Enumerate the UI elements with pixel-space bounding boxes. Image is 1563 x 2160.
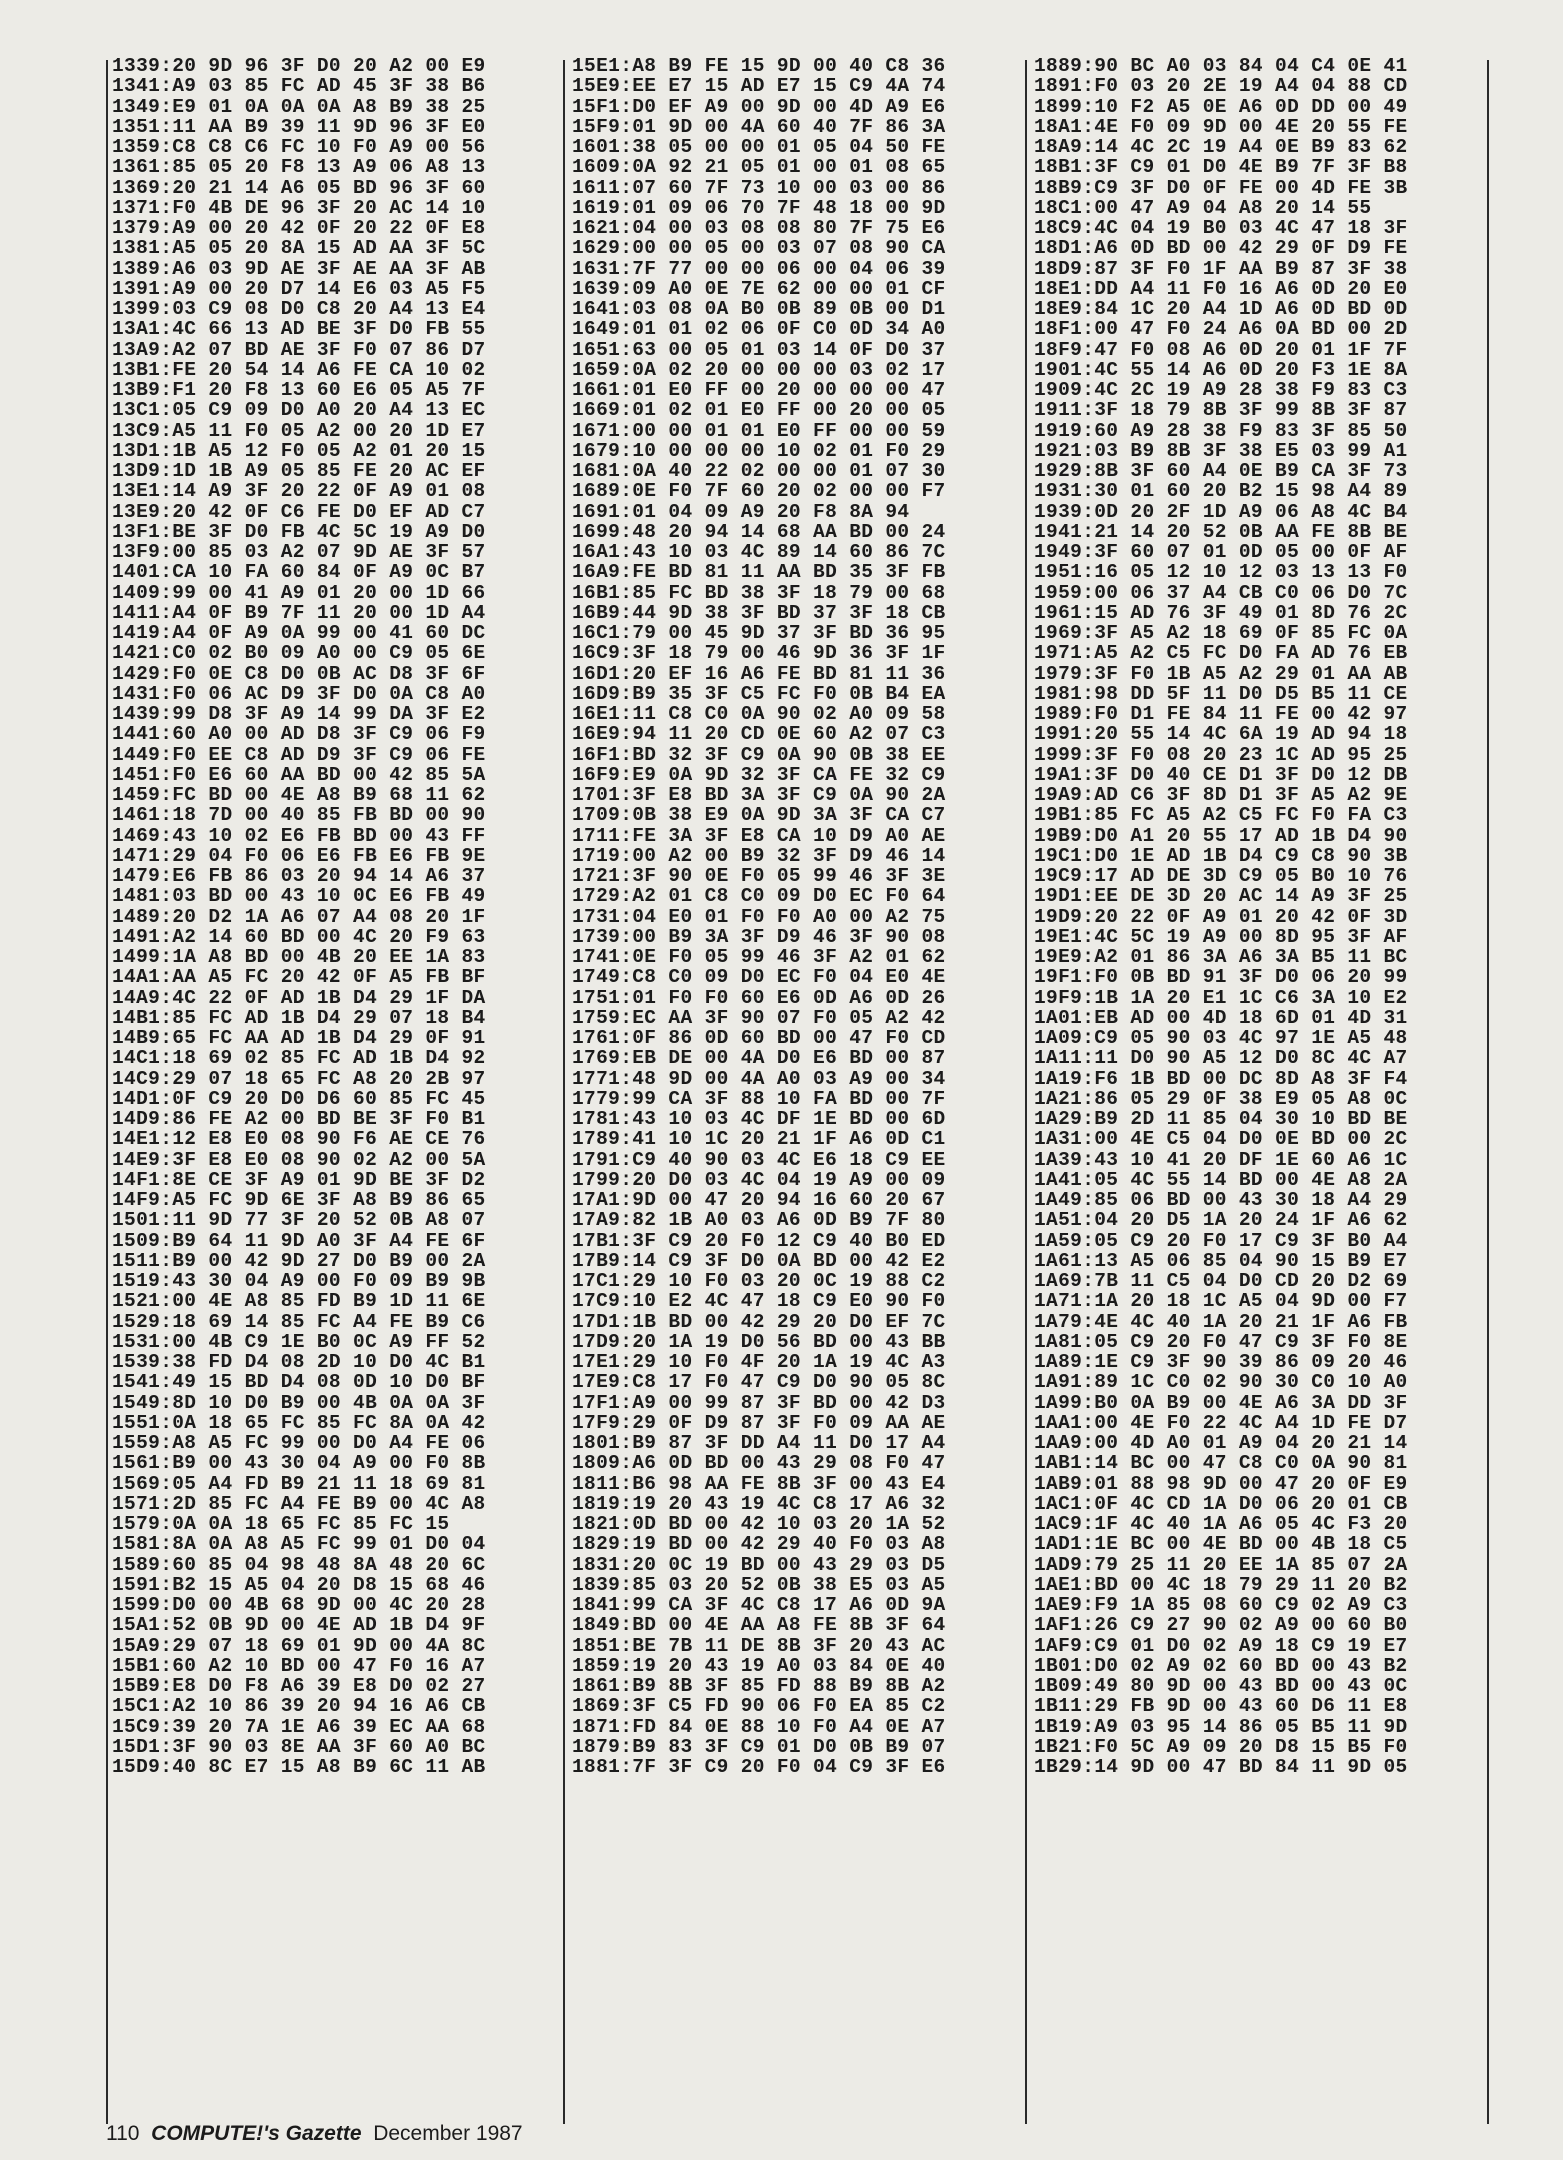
listing-line: 1A81:05 C9 20 F0 47 C9 3F F0 8E	[1034, 1330, 1408, 1353]
listing-line: 1B11:29 FB 9D 00 43 60 D6 11 E8	[1034, 1695, 1408, 1718]
listing-line: 1471:29 04 F0 06 E6 FB E6 FB 9E	[112, 844, 486, 867]
listing-line: 13E1:14 A9 3F 20 22 0F A9 01 08	[112, 480, 486, 503]
listing-line: 15D1:3F 90 03 8E AA 3F 60 A0 BC	[112, 1735, 486, 1758]
listing-line: 1689:0E F0 7F 60 20 02 00 00 F7	[572, 480, 946, 503]
listing-line: 1991:20 55 14 4C 6A 19 AD 94 18	[1034, 723, 1408, 746]
listing-line: 1761:0F 86 0D 60 BD 00 47 F0 CD	[572, 1027, 946, 1049]
listing-line: 18D9:87 3F F0 1F AA B9 87 3F 38	[1034, 257, 1408, 280]
listing-line: 1751:01 F0 F0 60 E6 0D A6 0D 26	[572, 986, 946, 1009]
listing-line: 1599:D0 00 4B 68 9D 00 4C 20 28	[112, 1594, 486, 1616]
listing-line: 1A71:1A 20 18 1C A5 04 9D 00 F7	[1034, 1290, 1408, 1313]
listing-line: 1909:4C 2C 19 A9 28 38 F9 83 C3	[1034, 379, 1408, 401]
listing-line: 14D9:86 FE A2 00 BD BE 3F F0 B1	[112, 1108, 486, 1130]
listing-line: 15A9:29 07 18 69 01 9D 00 4A 8C	[112, 1634, 486, 1657]
listing-line: 1951:16 05 12 10 12 03 13 13 F0	[1034, 561, 1408, 584]
listing-line: 1869:3F C5 FD 90 06 F0 EA 85 C2	[572, 1695, 946, 1718]
listing-line: 1459:FC BD 00 4E A8 B9 68 11 62	[112, 784, 486, 806]
listing-line: 17C9:10 E2 4C 47 18 C9 E0 90 F0	[572, 1290, 946, 1313]
listing-line: 1739:00 B9 3A 3F D9 46 3F 90 08	[572, 925, 946, 948]
listing-line: 1A89:1E C9 3F 90 39 86 09 20 46	[1034, 1351, 1408, 1373]
listing-line: 1829:19 BD 00 42 29 40 F0 03 A8	[572, 1533, 946, 1556]
listing-line: 1881:7F 3F C9 20 F0 04 C9 3F E6	[572, 1756, 946, 1778]
listing-line: 15C1:A2 10 86 39 20 94 16 A6 CB	[112, 1695, 486, 1718]
listing-line: 1831:20 0C 19 BD 00 43 29 03 D5	[572, 1553, 946, 1576]
listing-line: 1AA1:00 4E F0 22 4C A4 1D FE D7	[1034, 1411, 1408, 1434]
listing-line: 1AE1:BD 00 4C 18 79 29 11 20 B2	[1034, 1573, 1408, 1596]
page-number: 110	[106, 2122, 140, 2145]
listing-line: 14A1:AA A5 FC 20 42 0F A5 FB BF	[112, 966, 486, 989]
listing-line: 17C1:29 10 F0 03 20 0C 19 88 C2	[572, 1270, 946, 1292]
listing-line: 1A49:85 06 BD 00 43 30 18 A4 29	[1034, 1189, 1408, 1211]
listing-line: 1469:43 10 02 E6 FB BD 00 43 FF	[112, 824, 486, 847]
listing-line: 17E1:29 10 F0 4F 20 1A 19 4C A3	[572, 1351, 946, 1373]
listing-line: 1421:C0 02 B0 09 A0 00 C9 05 6E	[112, 642, 486, 665]
listing-line: 1AB9:01 88 98 9D 00 47 20 0F E9	[1034, 1472, 1408, 1495]
listing-line: 1711:FE 3A 3F E8 CA 10 D9 A0 AE	[572, 824, 946, 847]
listing-line: 16F9:E9 0A 9D 32 3F CA FE 32 C9	[572, 763, 946, 786]
listing-line: 1899:10 F2 A5 0E A6 0D DD 00 49	[1034, 95, 1408, 118]
listing-line: 1369:20 21 14 A6 05 BD 96 3F 60	[112, 176, 486, 199]
listing-line: 1479:E6 FB 86 03 20 94 14 A6 37	[112, 865, 486, 887]
listing-line: 16E1:11 C8 C0 0A 90 02 A0 09 58	[572, 703, 946, 725]
listing-line: 1619:01 09 06 70 7F 48 18 00 9D	[572, 196, 946, 219]
listing-line: 1571:2D 85 FC A4 FE B9 00 4C A8	[112, 1492, 486, 1515]
listing-line: 1A61:13 A5 06 85 04 90 15 B9 E7	[1034, 1249, 1408, 1272]
listing-line: 1641:03 08 0A B0 0B 89 0B 00 D1	[572, 298, 946, 320]
listing-line: 1861:B9 8B 3F 85 FD 88 B9 8B A2	[572, 1675, 946, 1697]
listing-line: 1361:85 05 20 F8 13 A9 06 A8 13	[112, 156, 486, 179]
listing-line: 1A29:B9 2D 11 85 04 30 10 BD BE	[1034, 1108, 1408, 1130]
listing-line: 1AF9:C9 01 D0 02 A9 18 C9 19 E7	[1034, 1634, 1408, 1657]
listing-line: 14C9:29 07 18 65 FC A8 20 2B 97	[112, 1067, 486, 1090]
listing-line: 13E9:20 42 0F C6 FE D0 EF AD C7	[112, 500, 486, 523]
listing-line: 1681:0A 40 22 02 00 00 01 07 30	[572, 460, 946, 482]
listing-line: 18D1:A6 0D BD 00 42 29 0F D9 FE	[1034, 237, 1408, 260]
listing-line: 18B1:3F C9 01 D0 4E B9 7F 3F B8	[1034, 156, 1408, 179]
listing-line: 1929:8B 3F 60 A4 0E B9 CA 3F 73	[1034, 460, 1408, 482]
listing-line: 1671:00 00 01 01 E0 FF 00 00 59	[572, 419, 946, 442]
listing-line: 1A69:7B 11 C5 04 D0 CD 20 D2 69	[1034, 1270, 1408, 1292]
listing-line: 19E9:A2 01 86 3A A6 3A B5 11 BC	[1034, 946, 1408, 968]
listing-line: 1969:3F A5 A2 18 69 0F 85 FC 0A	[1034, 622, 1408, 644]
listing-line: 16A1:43 10 03 4C 89 14 60 86 7C	[572, 541, 946, 563]
listing-line: 15C9:39 20 7A 1E A6 39 EC AA 68	[112, 1715, 486, 1738]
listing-line: 1569:05 A4 FD B9 21 11 18 69 81	[112, 1472, 486, 1495]
listing-line: 1799:20 D0 03 4C 04 19 A9 00 09	[572, 1168, 946, 1191]
listing-line: 1399:03 C9 08 D0 C8 20 A4 13 E4	[112, 298, 486, 320]
listing-line: 1579:0A 0A 18 65 FC 85 FC 15	[112, 1513, 450, 1535]
listing-line: 1709:0B 38 E9 0A 9D 3A 3F CA C7	[572, 804, 946, 827]
listing-line: 13A9:A2 07 BD AE 3F F0 07 86 D7	[112, 338, 486, 361]
listing-line: 1A99:B0 0A B9 00 4E A6 3A DD 3F	[1034, 1391, 1408, 1414]
column-rule-left	[106, 60, 108, 2124]
listing-line: 1879:B9 83 3F C9 01 D0 0B B9 07	[572, 1735, 946, 1758]
listing-line: 16E9:94 11 20 CD 0E 60 A2 07 C3	[572, 723, 946, 746]
listing-line: 19C9:17 AD DE 3D C9 05 B0 10 76	[1034, 865, 1408, 887]
listing-line: 1769:EB DE 00 4A D0 E6 BD 00 87	[572, 1047, 946, 1070]
listing-line: 1621:04 00 03 08 08 80 7F 75 E6	[572, 217, 946, 239]
listing-line: 1371:F0 4B DE 96 3F 20 AC 14 10	[112, 196, 486, 219]
listing-line: 1901:4C 55 14 A6 0D 20 F3 1E 8A	[1034, 358, 1408, 381]
listing-line: 1851:BE 7B 11 DE 8B 3F 20 43 AC	[572, 1634, 946, 1657]
column-rule-middle-left	[563, 60, 565, 2124]
listing-line: 1551:0A 18 65 FC 85 FC 8A 0A 42	[112, 1411, 486, 1434]
listing-line: 1511:B9 00 42 9D 27 D0 B9 00 2A	[112, 1249, 486, 1272]
issue-date: December 1987	[373, 2122, 523, 2145]
listing-line: 1891:F0 03 20 2E 19 A4 04 88 CD	[1034, 75, 1408, 98]
listing-line: 15B9:E8 D0 F8 A6 39 E8 D0 02 27	[112, 1675, 486, 1697]
listing-line: 1439:99 D8 3F A9 14 99 DA 3F E2	[112, 703, 486, 725]
listing-line: 19F9:1B 1A 20 E1 1C C6 3A 10 E2	[1034, 986, 1408, 1009]
listing-line: 1791:C9 40 90 03 4C E6 18 C9 EE	[572, 1148, 946, 1171]
listing-line: 1659:0A 02 20 00 00 00 03 02 17	[572, 358, 946, 381]
listing-line: 1639:09 A0 0E 7E 62 00 00 01 CF	[572, 277, 946, 300]
listing-line: 18C9:4C 04 19 B0 03 4C 47 18 3F	[1034, 217, 1408, 239]
listing-line: 19A1:3F D0 40 CE D1 3F D0 12 DB	[1034, 763, 1408, 786]
listing-line: 1521:00 4E A8 85 FD B9 1D 11 6E	[112, 1290, 486, 1313]
listing-line: 13D9:1D 1B A9 05 85 FE 20 AC EF	[112, 460, 486, 482]
listing-line: 14F1:8E CE 3F A9 01 9D BE 3F D2	[112, 1168, 486, 1191]
listing-line: 1819:19 20 43 19 4C C8 17 A6 32	[572, 1492, 946, 1515]
listing-line: 1351:11 AA B9 39 11 9D 96 3F E0	[112, 115, 486, 138]
listing-line: 1609:0A 92 21 05 01 00 01 08 65	[572, 156, 946, 179]
listing-line: 14B1:85 FC AD 1B D4 29 07 18 B4	[112, 1006, 486, 1029]
listing-line: 1779:99 CA 3F 88 10 FA BD 00 7F	[572, 1087, 946, 1110]
listing-line: 16A9:FE BD 81 11 AA BD 35 3F FB	[572, 561, 946, 584]
listing-line: 1411:A4 0F B9 7F 11 20 00 1D A4	[112, 601, 486, 624]
listing-line: 1729:A2 01 C8 C0 09 D0 EC F0 64	[572, 885, 946, 908]
listing-line: 1541:49 15 BD D4 08 0D 10 D0 BF	[112, 1371, 486, 1394]
listing-line: 1339:20 9D 96 3F D0 20 A2 00 E9	[112, 55, 486, 77]
listing-line: 15E1:A8 B9 FE 15 9D 00 40 C8 36	[572, 55, 946, 77]
listing-line: 1981:98 DD 5F 11 D0 D5 B5 11 CE	[1034, 682, 1408, 705]
listing-line: 1979:3F F0 1B A5 A2 29 01 AA AB	[1034, 662, 1408, 685]
listing-line: 1A41:05 4C 55 14 BD 00 4E A8 2A	[1034, 1168, 1408, 1191]
listing-line: 17A1:9D 00 47 20 94 16 60 20 67	[572, 1189, 946, 1211]
listing-line: 17D9:20 1A 19 D0 56 BD 00 43 BB	[572, 1330, 946, 1353]
listing-line: 1429:F0 0E C8 D0 0B AC D8 3F 6F	[112, 662, 486, 685]
listing-line: 1559:A8 A5 FC 99 00 D0 A4 FE 06	[112, 1432, 486, 1454]
listing-line: 1389:A6 03 9D AE 3F AE AA 3F AB	[112, 257, 486, 280]
listing-line: 19E1:4C 5C 19 A9 00 8D 95 3F AF	[1034, 925, 1408, 948]
listing-line: 1B29:14 9D 00 47 BD 84 11 9D 05	[1034, 1756, 1408, 1778]
listing-line: 14A9:4C 22 0F AD 1B D4 29 1F DA	[112, 986, 486, 1009]
listing-line: 1849:BD 00 4E AA A8 FE 8B 3F 64	[572, 1614, 946, 1637]
listing-line: 1349:E9 01 0A 0A 0A A8 B9 38 25	[112, 95, 486, 118]
listing-line: 1809:A6 0D BD 00 43 29 08 F0 47	[572, 1452, 946, 1475]
listing-line: 1549:8D 10 D0 B9 00 4B 0A 0A 3F	[112, 1391, 486, 1414]
listing-line: 1489:20 D2 1A A6 07 A4 08 20 1F	[112, 905, 486, 928]
listing-line: 1611:07 60 7F 73 10 00 03 00 86	[572, 176, 946, 199]
listing-line: 1A39:43 10 41 20 DF 1E 60 A6 1C	[1034, 1148, 1408, 1171]
listing-line: 13F9:00 85 03 A2 07 9D AE 3F 57	[112, 541, 486, 563]
listing-line: 1949:3F 60 07 01 0D 05 00 0F AF	[1034, 541, 1408, 563]
listing-line: 16D1:20 EF 16 A6 FE BD 81 11 36	[572, 662, 946, 685]
listing-line: 1691:01 04 09 A9 20 F8 8A 94	[572, 500, 910, 523]
listing-line: 16D9:B9 35 3F C5 FC F0 0B B4 EA	[572, 682, 946, 705]
listing-line: 16B1:85 FC BD 38 3F 18 79 00 68	[572, 581, 946, 604]
listing-line: 18F1:00 47 F0 24 A6 0A BD 00 2D	[1034, 318, 1408, 341]
listing-line: 1989:F0 D1 FE 84 11 FE 00 42 97	[1034, 703, 1408, 725]
listing-line: 1519:43 30 04 A9 00 F0 09 B9 9B	[112, 1270, 486, 1292]
listing-line: 15D9:40 8C E7 15 A8 B9 6C 11 AB	[112, 1756, 486, 1778]
listing-line: 18A9:14 4C 2C 19 A4 0E B9 83 62	[1034, 136, 1408, 158]
listing-line: 1AE9:F9 1A 85 08 60 C9 02 A9 C3	[1034, 1594, 1408, 1616]
listing-line: 13C1:05 C9 09 D0 A0 20 A4 13 EC	[112, 399, 486, 422]
listing-line: 1581:8A 0A A8 A5 FC 99 01 D0 04	[112, 1533, 486, 1556]
listing-line: 1379:A9 00 20 42 0F 20 22 0F E8	[112, 217, 486, 239]
listing-line: 1741:0E F0 05 99 46 3F A2 01 62	[572, 946, 946, 968]
listing-line: 1699:48 20 94 14 68 AA BD 00 24	[572, 520, 946, 543]
listing-line: 1921:03 B9 8B 3F 38 E5 03 99 A1	[1034, 439, 1408, 462]
magazine-title: COMPUTE!'s Gazette	[151, 2122, 362, 2145]
listing-line: 1701:3F E8 BD 3A 3F C9 0A 90 2A	[572, 784, 946, 806]
listing-line: 17E9:C8 17 F0 47 C9 D0 90 05 8C	[572, 1371, 946, 1394]
listing-line: 13F1:BE 3F D0 FB 4C 5C 19 A9 D0	[112, 520, 486, 543]
listing-line: 19D1:EE DE 3D 20 AC 14 A9 3F 25	[1034, 885, 1408, 908]
listing-line: 1669:01 02 01 E0 FF 00 20 00 05	[572, 399, 946, 422]
listing-line: 19C1:D0 1E AD 1B D4 C9 C8 90 3B	[1034, 844, 1408, 867]
listing-line: 17B9:14 C9 3F D0 0A BD 00 42 E2	[572, 1249, 946, 1272]
listing-line: 1931:30 01 60 20 B2 15 98 A4 89	[1034, 480, 1408, 503]
listing-line: 1601:38 05 00 00 01 05 04 50 FE	[572, 136, 946, 158]
listing-line: 1AF1:26 C9 27 90 02 A9 00 60 B0	[1034, 1614, 1408, 1637]
listing-line: 1649:01 01 02 06 0F C0 0D 34 A0	[572, 318, 946, 341]
listing-line: 1971:A5 A2 C5 FC D0 FA AD 76 EB	[1034, 642, 1408, 665]
listing-line: 1889:90 BC A0 03 84 04 C4 0E 41	[1034, 55, 1408, 77]
listing-line: 1811:B6 98 AA FE 8B 3F 00 43 E4	[572, 1472, 946, 1495]
listing-line: 1AC9:1F 4C 40 1A A6 05 4C F3 20	[1034, 1513, 1408, 1535]
listing-line: 1AD9:79 25 11 20 EE 1A 85 07 2A	[1034, 1553, 1408, 1576]
listing-line: 1591:B2 15 A5 04 20 D8 15 68 46	[112, 1573, 486, 1596]
listing-line: 1679:10 00 00 00 10 02 01 F0 29	[572, 439, 946, 462]
listing-line: 1789:41 10 1C 20 21 1F A6 0D C1	[572, 1128, 946, 1151]
listing-line: 1651:63 00 05 01 03 14 0F D0 37	[572, 338, 946, 361]
listing-line: 18A1:4E F0 09 9D 00 4E 20 55 FE	[1034, 115, 1408, 138]
listing-line: 1539:38 FD D4 08 2D 10 D0 4C B1	[112, 1351, 486, 1373]
column-rule-right	[1487, 60, 1489, 2124]
listing-line: 1419:A4 0F A9 0A 99 00 41 60 DC	[112, 622, 486, 644]
listing-line: 1919:60 A9 28 38 F9 83 3F 85 50	[1034, 419, 1408, 442]
listing-line: 1939:0D 20 2F 1D A9 06 A8 4C B4	[1034, 500, 1408, 523]
listing-line: 1A91:89 1C C0 02 90 30 C0 10 A0	[1034, 1371, 1408, 1394]
listing-line: 1B01:D0 02 A9 02 60 BD 00 43 B2	[1034, 1654, 1408, 1677]
listing-line: 14C1:18 69 02 85 FC AD 1B D4 92	[112, 1047, 486, 1070]
listing-line: 1821:0D BD 00 42 10 03 20 1A 52	[572, 1513, 946, 1535]
listing-line: 15F1:D0 EF A9 00 9D 00 4D A9 E6	[572, 95, 946, 118]
listing-line: 1381:A5 05 20 8A 15 AD AA 3F 5C	[112, 237, 486, 260]
listing-line: 15B1:60 A2 10 BD 00 47 F0 16 A7	[112, 1654, 486, 1677]
listing-line: 1A01:EB AD 00 4D 18 6D 01 4D 31	[1034, 1006, 1408, 1029]
listing-line: 14D1:0F C9 20 D0 D6 60 85 FC 45	[112, 1087, 486, 1110]
listing-line: 1B21:F0 5C A9 09 20 D8 15 B5 F0	[1034, 1735, 1408, 1758]
listing-line: 1461:18 7D 00 40 85 FB BD 00 90	[112, 804, 486, 827]
listing-line: 1661:01 E0 FF 00 20 00 00 00 47	[572, 379, 946, 401]
listing-line: 19B1:85 FC A5 A2 C5 FC F0 FA C3	[1034, 804, 1408, 827]
listing-line: 17B1:3F C9 20 F0 12 C9 40 B0 ED	[572, 1229, 946, 1252]
listing-line: 1721:3F 90 0E F0 05 99 46 3F 3E	[572, 865, 946, 887]
listing-line: 15A1:52 0B 9D 00 4E AD 1B D4 9F	[112, 1614, 486, 1637]
listing-line: 15E9:EE E7 15 AD E7 15 C9 4A 74	[572, 75, 946, 98]
listing-line: 1501:11 9D 77 3F 20 52 0B A8 07	[112, 1209, 486, 1232]
listing-line: 1731:04 E0 01 F0 F0 A0 00 A2 75	[572, 905, 946, 928]
column-rule-middle-right	[1025, 60, 1027, 2124]
listing-line: 13A1:4C 66 13 AD BE 3F D0 FB 55	[112, 318, 486, 341]
listing-line: 1449:F0 EE C8 AD D9 3F C9 06 FE	[112, 743, 486, 766]
listing-line: 1AA9:00 4D A0 01 A9 04 20 21 14	[1034, 1432, 1408, 1454]
listing-line: 19A9:AD C6 3F 8D D1 3F A5 A2 9E	[1034, 784, 1408, 806]
listing-line: 1871:FD 84 0E 88 10 F0 A4 0E A7	[572, 1715, 946, 1738]
listing-line: 1B09:49 80 9D 00 43 BD 00 43 0C	[1034, 1675, 1408, 1697]
listing-line: 1AD1:1E BC 00 4E BD 00 4B 18 C5	[1034, 1533, 1408, 1556]
listing-line: 1771:48 9D 00 4A A0 03 A9 00 34	[572, 1067, 946, 1090]
listing-column-2	[572, 56, 1012, 1777]
listing-line: 1959:00 06 37 A4 CB C0 06 D0 7C	[1034, 581, 1408, 604]
listing-line: 1801:B9 87 3F DD A4 11 D0 17 A4	[572, 1432, 946, 1454]
listing-column-3	[1034, 56, 1474, 1777]
listing-line: 14F9:A5 FC 9D 6E 3F A8 B9 86 65	[112, 1189, 486, 1211]
listing-line: 1A31:00 4E C5 04 D0 0E BD 00 2C	[1034, 1128, 1408, 1151]
listing-line: 1859:19 20 43 19 A0 03 84 0E 40	[572, 1654, 946, 1677]
listing-line: 13D1:1B A5 12 F0 05 A2 01 20 15	[112, 439, 486, 462]
listing-line: 1999:3F F0 08 20 23 1C AD 95 25	[1034, 743, 1408, 766]
listing-line: 1841:99 CA 3F 4C C8 17 A6 0D 9A	[572, 1594, 946, 1616]
listing-line: 17D1:1B BD 00 42 29 20 D0 EF 7C	[572, 1310, 946, 1333]
listing-line: 18B9:C9 3F D0 0F FE 00 4D FE 3B	[1034, 176, 1408, 199]
listing-line: 19B9:D0 A1 20 55 17 AD 1B D4 90	[1034, 824, 1408, 847]
listing-line: 1531:00 4B C9 1E B0 0C A9 FF 52	[112, 1330, 486, 1353]
listing-line: 1561:B9 00 43 30 04 A9 00 F0 8B	[112, 1452, 486, 1475]
listing-line: 19F1:F0 0B BD 91 3F D0 06 20 99	[1034, 966, 1408, 989]
listing-line: 1781:43 10 03 4C DF 1E BD 00 6D	[572, 1108, 946, 1130]
listing-line: 1B19:A9 03 95 14 86 05 B5 11 9D	[1034, 1715, 1408, 1738]
listing-line: 15F9:01 9D 00 4A 60 40 7F 86 3A	[572, 115, 946, 138]
listing-line: 14B9:65 FC AA AD 1B D4 29 0F 91	[112, 1027, 486, 1049]
listing-line: 1391:A9 00 20 D7 14 E6 03 A5 F5	[112, 277, 486, 300]
listing-line: 1A11:11 D0 90 A5 12 D0 8C 4C A7	[1034, 1047, 1408, 1070]
listing-line: 1839:85 03 20 52 0B 38 E5 03 A5	[572, 1573, 946, 1596]
listing-line: 1AC1:0F 4C CD 1A D0 06 20 01 CB	[1034, 1492, 1408, 1515]
listing-line: 1631:7F 77 00 00 06 00 04 06 39	[572, 257, 946, 280]
listing-line: 1911:3F 18 79 8B 3F 99 8B 3F 87	[1034, 399, 1408, 422]
listing-line: 17F1:A9 00 99 87 3F BD 00 42 D3	[572, 1391, 946, 1414]
listing-column-1	[112, 56, 552, 1777]
listing-line: 14E9:3F E8 E0 08 90 02 A2 00 5A	[112, 1148, 486, 1171]
listing-line: 16C1:79 00 45 9D 37 3F BD 36 95	[572, 622, 946, 644]
listing-line: 1409:99 00 41 A9 01 20 00 1D 66	[112, 581, 486, 604]
listing-line: 16C9:3F 18 79 00 46 9D 36 3F 1F	[572, 642, 946, 665]
listing-line: 16F1:BD 32 3F C9 0A 90 0B 38 EE	[572, 743, 946, 766]
listing-line: 1A79:4E 4C 40 1A 20 21 1F A6 FB	[1034, 1310, 1408, 1333]
listing-line: 1629:00 00 05 00 03 07 08 90 CA	[572, 237, 946, 260]
listing-line: 18E1:DD A4 11 F0 16 A6 0D 20 E0	[1034, 277, 1408, 300]
listing-line: 1431:F0 06 AC D9 3F D0 0A C8 A0	[112, 682, 486, 705]
listing-line: 1359:C8 C8 C6 FC 10 F0 A9 00 56	[112, 136, 486, 158]
listing-line: 1499:1A A8 BD 00 4B 20 EE 1A 83	[112, 946, 486, 968]
listing-line: 1941:21 14 20 52 0B AA FE 8B BE	[1034, 520, 1408, 543]
listing-line: 1749:C8 C0 09 D0 EC F0 04 E0 4E	[572, 966, 946, 989]
listing-line: 1AB1:14 BC 00 47 C8 C0 0A 90 81	[1034, 1452, 1408, 1475]
listing-line: 13B9:F1 20 F8 13 60 E6 05 A5 7F	[112, 379, 486, 401]
listing-line: 16B9:44 9D 38 3F BD 37 3F 18 CB	[572, 601, 946, 624]
listing-line: 1719:00 A2 00 B9 32 3F D9 46 14	[572, 844, 946, 867]
listing-line: 1A21:86 05 29 0F 38 E9 05 A8 0C	[1034, 1087, 1408, 1110]
listing-line: 17F9:29 0F D9 87 3F F0 09 AA AE	[572, 1411, 946, 1434]
listing-line: 1481:03 BD 00 43 10 0C E6 FB 49	[112, 885, 486, 908]
listing-line: 18E9:84 1C 20 A4 1D A6 0D BD 0D	[1034, 298, 1408, 320]
listing-line: 1341:A9 03 85 FC AD 45 3F 38 B6	[112, 75, 486, 98]
listing-line: 19D9:20 22 0F A9 01 20 42 0F 3D	[1034, 905, 1408, 928]
listing-line: 1589:60 85 04 98 48 8A 48 20 6C	[112, 1553, 486, 1576]
listing-line: 18F9:47 F0 08 A6 0D 20 01 1F 7F	[1034, 338, 1408, 361]
listing-line: 1A59:05 C9 20 F0 17 C9 3F B0 A4	[1034, 1229, 1408, 1252]
listing-line: 13C9:A5 11 F0 05 A2 00 20 1D E7	[112, 419, 486, 442]
listing-line: 1A09:C9 05 90 03 4C 97 1E A5 48	[1034, 1027, 1408, 1049]
listing-line: 18C1:00 47 A9 04 A8 20 14 55	[1034, 196, 1372, 219]
listing-line: 17A9:82 1B A0 03 A6 0D B9 7F 80	[572, 1209, 946, 1232]
page-footer	[106, 2122, 523, 2146]
listing-line: 1441:60 A0 00 AD D8 3F C9 06 F9	[112, 723, 486, 746]
listing-line: 1509:B9 64 11 9D A0 3F A4 FE 6F	[112, 1229, 486, 1252]
listing-line: 1A51:04 20 D5 1A 20 24 1F A6 62	[1034, 1209, 1408, 1232]
listing-line: 1491:A2 14 60 BD 00 4C 20 F9 63	[112, 925, 486, 948]
listing-line: 1529:18 69 14 85 FC A4 FE B9 C6	[112, 1310, 486, 1333]
listing-line: 13B1:FE 20 54 14 A6 FE CA 10 02	[112, 358, 486, 381]
listing-line: 1A19:F6 1B BD 00 DC 8D A8 3F F4	[1034, 1067, 1408, 1090]
listing-line: 1961:15 AD 76 3F 49 01 8D 76 2C	[1034, 601, 1408, 624]
listing-line: 14E1:12 E8 E0 08 90 F6 AE CE 76	[112, 1128, 486, 1151]
listing-line: 1759:EC AA 3F 90 07 F0 05 A2 42	[572, 1006, 946, 1029]
listing-line: 1401:CA 10 FA 60 84 0F A9 0C B7	[112, 561, 486, 584]
listing-line: 1451:F0 E6 60 AA BD 00 42 85 5A	[112, 763, 486, 786]
